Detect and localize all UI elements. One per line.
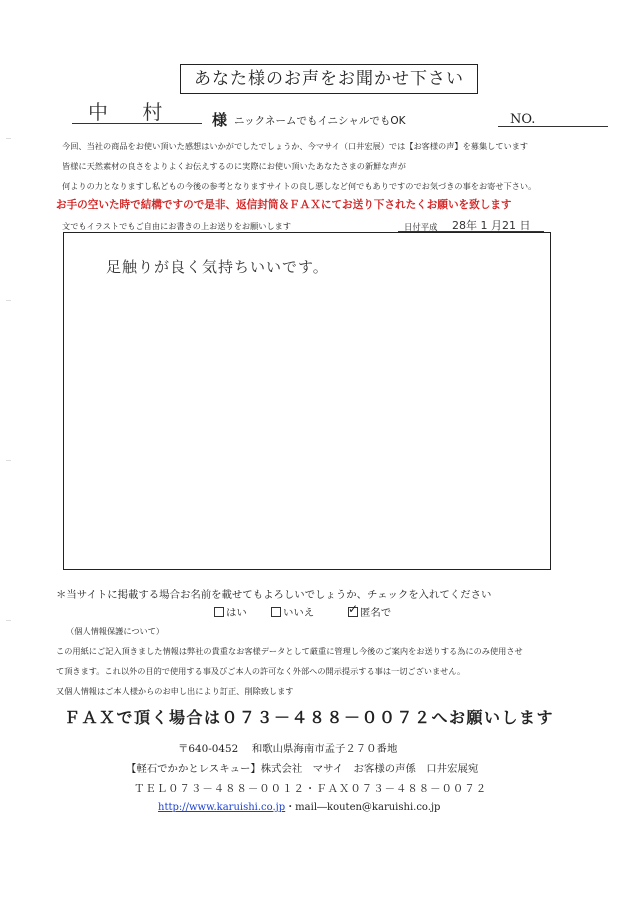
margin-tick [6,460,11,461]
web-contact [158,798,440,813]
publish-question: ＊当サイトに掲載する場合お名前を載せてもよろしいでしょうか、チェックを入れてください [56,589,492,601]
date-label: 日付平成 [404,222,438,232]
option-no-label: いいえ [283,607,315,619]
privacy-line-3: 又個人情報はご本人様からのお申し出により訂正、削除致します [56,686,294,696]
intro-line-4: 文でもイラストでもご自由にお書きの上お送りをお願いします [62,221,292,231]
comment-text: 足触りが良く気持ちいいです。 [106,258,329,276]
privacy-heading: （個人情報保護について） [66,626,165,636]
fax-instruction: ＦＡＸで頂く場合は０７３－４８８－００７２へお願いします [64,708,555,727]
comment-box [63,232,551,570]
privacy-line-2: て頂きます。これ以外の目的で使用する事及びご本人の許可なく外部への開示提示する事は一切ございません。 [56,666,466,676]
website-link[interactable]: http://www.karuishi.co.jp [158,802,286,813]
name-underline [72,122,202,124]
date-value: 28年 1 月21 日 [452,219,531,232]
name-note: ニックネームでもイニシャルでもOK [234,115,406,127]
margin-tick [6,620,11,621]
honorific-label: 様 [212,111,228,129]
page-title: あなた様のお声をお聞かせ下さい [180,64,478,94]
postal-address: 〒640-0452 和歌山県海南市孟子２７０番地 [178,743,398,755]
checkbox-yes[interactable] [214,607,224,617]
number-label: NO. [510,112,536,127]
checkbox-no[interactable] [271,607,281,617]
margin-tick [6,138,11,139]
option-yes-label: はい [226,607,247,619]
tel-fax-numbers: ＴＥＬ０７３－４８８－００１２・ＦＡＸ０７３－４８８－００７２ [134,783,488,795]
option-anonymous-label: 匿名で [360,607,392,619]
checkbox-anonymous[interactable] [348,607,358,617]
option-anonymous[interactable] [348,604,391,619]
margin-tick [6,300,11,301]
mail-address: ・mail―kouten@karuishi.co.jp [285,802,441,813]
intro-request-red: お手の空いた時で結構ですので是非、返信封筒＆ＦＡＸにてお送り下されたくお願いを致します [56,199,512,211]
privacy-line-1: この用紙にご記入頂きました情報は弊社の貴重なお客様データとして厳重に管理し今後のご案内をお送りする為にのみ使用させ [56,646,523,656]
intro-line-2: 皆様に天然素材の良さをよりよくお伝えするのに実際にお使い頂いたあなたさまの新鮮な声が [62,161,406,171]
intro-line-1: 今回、当社の商品をお使い頂いた感想はいかがでしたでしょうか、今マサイ（口井宏展）では【お客様の声】を募集しています [62,141,529,151]
customer-name: 中 村 [88,100,177,124]
company-recipient: 【軽石でかかとレスキュー】株式会社 マサイ お客様の声係 口井宏展宛 [126,763,479,775]
option-no[interactable] [271,604,314,619]
number-underline [498,126,608,127]
option-yes[interactable] [214,604,247,619]
intro-line-3: 何よりの力となりますし私どもの今後の参考となりますサイトの良し悪しなど何でもありですのでお気づきの事をお寄せ下さい。 [62,181,537,191]
